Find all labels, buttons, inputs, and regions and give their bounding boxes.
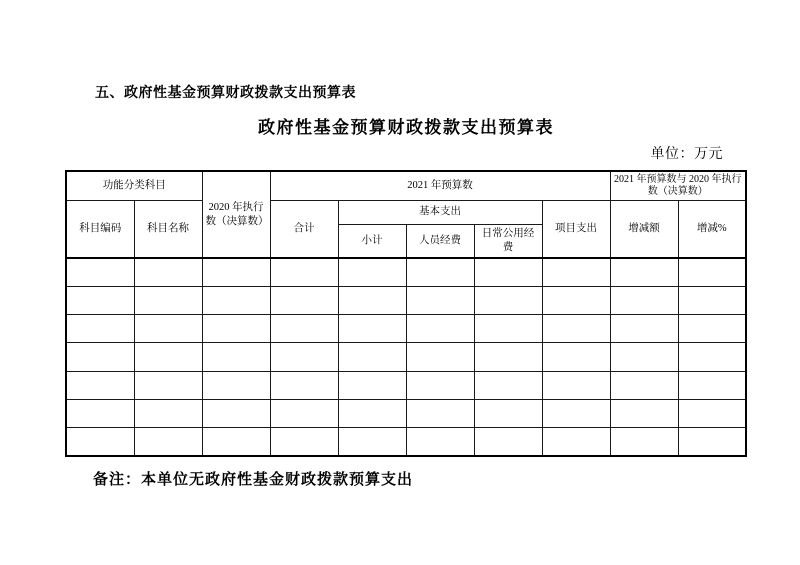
header-comparison: 2021 年预算数与 2020 年执行数（决算数） xyxy=(610,171,746,200)
header-project-expenditure: 项目支出 xyxy=(542,200,610,258)
header-total: 合计 xyxy=(270,200,338,258)
table-cell xyxy=(678,286,746,314)
table-cell xyxy=(610,286,678,314)
header-budget-2021: 2021 年预算数 xyxy=(270,171,610,200)
table-cell xyxy=(66,371,134,399)
table-cell xyxy=(542,258,610,286)
table-cell xyxy=(406,258,474,286)
table-cell xyxy=(542,286,610,314)
table-cell xyxy=(134,343,202,371)
table-cell xyxy=(406,399,474,427)
table-cell xyxy=(270,258,338,286)
table-cell xyxy=(474,258,542,286)
table-cell xyxy=(134,371,202,399)
table-cell xyxy=(542,399,610,427)
table-cell xyxy=(542,428,610,456)
table-cell xyxy=(338,371,406,399)
table-cell xyxy=(610,399,678,427)
table-row xyxy=(66,286,746,314)
table-cell xyxy=(610,343,678,371)
table-cell xyxy=(202,286,270,314)
header-increase-percent: 增减% xyxy=(678,200,746,258)
table-cell xyxy=(406,343,474,371)
table-cell xyxy=(338,286,406,314)
table-title: 政府性基金预算财政拨款支出预算表 xyxy=(258,118,554,137)
table-cell xyxy=(338,399,406,427)
table-cell xyxy=(66,315,134,343)
table-cell xyxy=(270,286,338,314)
table-row xyxy=(66,258,746,286)
table-cell xyxy=(270,315,338,343)
table-header xyxy=(66,171,746,258)
table-cell xyxy=(66,286,134,314)
table-cell xyxy=(202,315,270,343)
header-row-2 xyxy=(66,200,746,224)
table-cell xyxy=(202,371,270,399)
table-cell xyxy=(474,286,542,314)
header-subject-name: 科目名称 xyxy=(134,200,202,258)
table-cell xyxy=(610,371,678,399)
table-cell xyxy=(474,371,542,399)
table-cell xyxy=(134,315,202,343)
table-cell xyxy=(406,371,474,399)
table-cell xyxy=(474,399,542,427)
table-cell xyxy=(678,371,746,399)
table-cell xyxy=(406,286,474,314)
table-cell xyxy=(270,399,338,427)
header-increase-amount: 增减额 xyxy=(610,200,678,258)
table-cell xyxy=(678,343,746,371)
table-cell xyxy=(338,343,406,371)
table-row xyxy=(66,343,746,371)
header-subject-code: 科目编码 xyxy=(66,200,134,258)
table-cell xyxy=(542,315,610,343)
table-cell xyxy=(406,428,474,456)
table-row xyxy=(66,315,746,343)
header-functional-category: 功能分类科目 xyxy=(66,171,202,200)
table-cell xyxy=(678,399,746,427)
table-cell xyxy=(474,343,542,371)
table-cell xyxy=(202,428,270,456)
table-cell xyxy=(270,343,338,371)
table-cell xyxy=(542,371,610,399)
table-cell xyxy=(202,399,270,427)
table-cell xyxy=(338,315,406,343)
table-cell xyxy=(610,315,678,343)
table-cell xyxy=(134,399,202,427)
table-cell xyxy=(678,258,746,286)
table-cell xyxy=(474,315,542,343)
table-cell xyxy=(66,258,134,286)
table-body xyxy=(66,258,746,456)
note: 备注：本单位无政府性基金财政拨款预算支出 xyxy=(93,472,414,488)
table-cell xyxy=(270,371,338,399)
header-exec-2020: 2020 年执行数（决算数） xyxy=(202,171,270,258)
table-row xyxy=(66,371,746,399)
table-cell xyxy=(134,258,202,286)
table-cell xyxy=(610,428,678,456)
table-cell xyxy=(610,258,678,286)
table-cell xyxy=(338,428,406,456)
header-daily-public-expense: 日常公用经费 xyxy=(474,224,542,258)
header-row-1 xyxy=(66,171,746,200)
table-row xyxy=(66,428,746,456)
table-cell xyxy=(678,428,746,456)
table-cell xyxy=(202,343,270,371)
header-personnel-expense: 人员经费 xyxy=(406,224,474,258)
budget-table xyxy=(65,170,747,457)
table-cell xyxy=(678,315,746,343)
section-heading: 五、政府性基金预算财政拨款支出预算表 xyxy=(95,84,356,100)
table-cell xyxy=(542,343,610,371)
unit-label: 单位：万元 xyxy=(650,147,723,162)
table-cell xyxy=(66,428,134,456)
table-cell xyxy=(406,315,474,343)
table-cell xyxy=(474,428,542,456)
header-basic-expenditure: 基本支出 xyxy=(338,200,542,224)
table-cell xyxy=(134,286,202,314)
table-cell xyxy=(66,399,134,427)
table-row xyxy=(66,399,746,427)
table-cell xyxy=(338,258,406,286)
table-cell xyxy=(270,428,338,456)
table-cell xyxy=(134,428,202,456)
header-subtotal: 小计 xyxy=(338,224,406,258)
table-cell xyxy=(202,258,270,286)
table-cell xyxy=(66,343,134,371)
